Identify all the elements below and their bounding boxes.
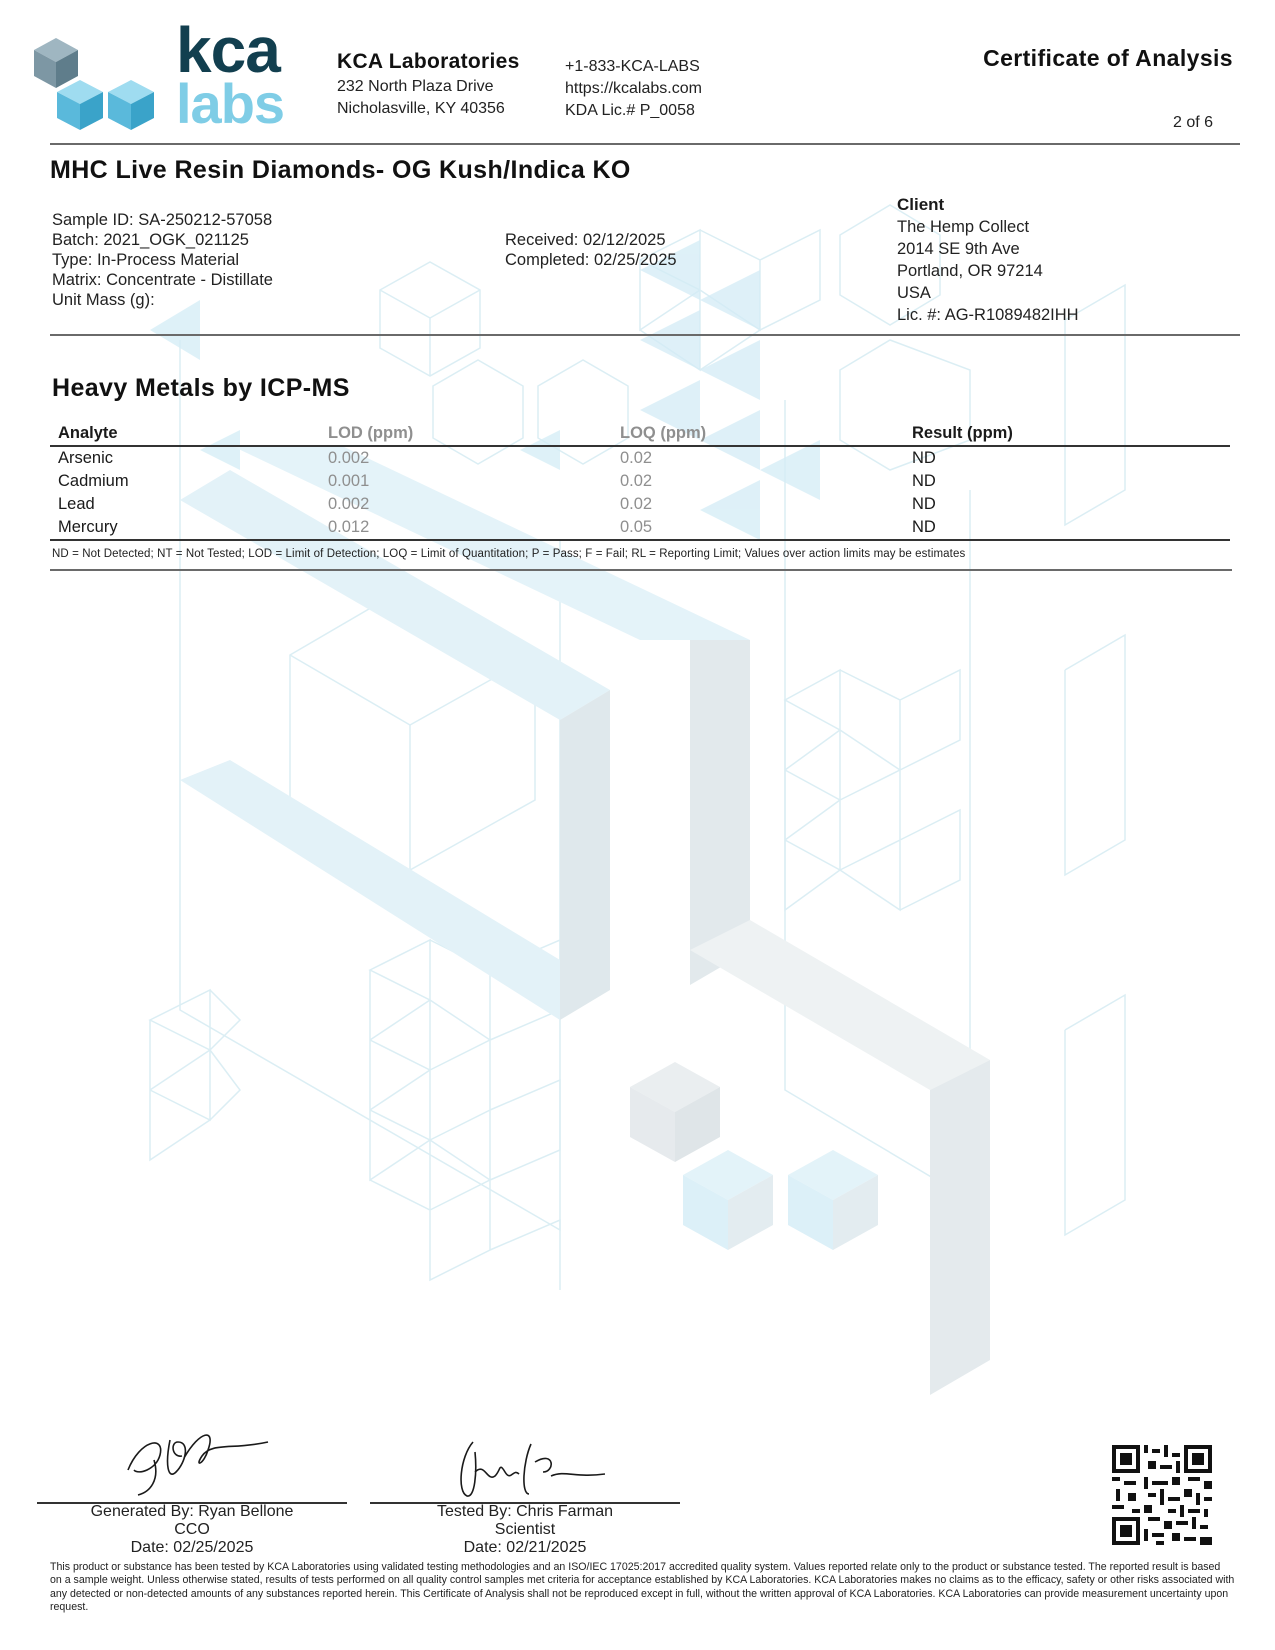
sample-divider: [50, 334, 1240, 336]
client-title: Client: [897, 195, 945, 214]
disclaimer-text: This product or substance has been tested by KCA Laboratories using validated testing methodologies and an ISO/IEC 17025:2017 accredited quality system. Values reported relate only to the product or substance tested. The reported result is based on a sample weight. Unless otherwise stated, results of tests performed on all quality control samples met criteria for acceptance established by KCA Laboratories. KCA Laboratories makes no claims as to the efficacy, safety or other risks associated with any detected or non-detected amounts of any substances reported herein. This Certificate of Analysis shall not be reproduced except in full, without the written approval of KCA Laboratories. KCA Laboratories can provide measurement uncertainty upon request.: [50, 1561, 1235, 1613]
tested-by-title: Scientist: [494, 1521, 556, 1538]
client-street: 2014 SE 9th Ave: [897, 240, 1020, 258]
generated-by-name: Generated By: Ryan Bellone: [90, 1503, 294, 1520]
client-block: [897, 194, 1079, 326]
column-header-lod: LOD (ppm): [320, 422, 612, 446]
result-cell: ND: [912, 472, 936, 490]
header-divider: [50, 143, 1240, 145]
completed-date: Completed: 02/25/2025: [505, 251, 677, 269]
document-title: Certificate of Analysis: [983, 45, 1233, 71]
analyte-cell: Mercury: [50, 516, 320, 540]
loq-cell: 0.05: [612, 516, 904, 540]
table-row: [50, 516, 1230, 540]
tested-by-block: [370, 1503, 680, 1557]
logo-text-bottom: labs: [176, 72, 285, 135]
lab-name: KCA Laboratories: [337, 50, 520, 73]
signature-ryan-bellone: [120, 1420, 270, 1500]
client-country: USA: [897, 284, 931, 302]
generated-by-title: CCO: [174, 1521, 210, 1538]
generated-by-block: [37, 1503, 347, 1557]
client-name: The Hemp Collect: [897, 218, 1030, 236]
analyte-cell: Cadmium: [58, 472, 129, 490]
signature-chris-farman: [455, 1432, 605, 1502]
result-cell: ND: [904, 516, 1230, 540]
generated-by-date: Date: 02/25/2025: [130, 1539, 254, 1556]
section-divider: [50, 569, 1232, 571]
tested-by-name: Tested By: Chris Farman: [436, 1503, 614, 1520]
sample-id: Sample ID: SA-250212-57058: [52, 211, 273, 229]
column-header-loq: LOQ (ppm): [612, 422, 904, 446]
column-header-analyte: Analyte: [50, 422, 320, 446]
page-number: 2 of 6: [1172, 114, 1213, 131]
table-header-row: [50, 422, 1230, 446]
loq-cell: 0.02: [620, 495, 653, 513]
result-cell: ND: [912, 495, 936, 513]
qr-code-icon[interactable]: [1112, 1445, 1212, 1545]
analyte-cell: Arsenic: [58, 449, 114, 467]
kca-labs-logo: [30, 14, 310, 140]
loq-cell: 0.02: [620, 449, 653, 467]
table-row: [50, 493, 1230, 516]
sample-info-block: [52, 210, 273, 310]
column-header-result: Result (ppm): [904, 422, 1230, 446]
table-row: [50, 470, 1230, 493]
batch: Batch: 2021_OGK_021125: [52, 231, 249, 249]
sample-type: Type: In-Process Material: [52, 251, 240, 269]
lod-cell: 0.002: [328, 495, 370, 513]
section-title: Heavy Metals by ICP-MS: [52, 374, 350, 402]
lab-phone: +1-833-KCA-LABS: [565, 58, 700, 75]
unit-mass: Unit Mass (g):: [52, 291, 155, 309]
lab-contact-block: [565, 56, 702, 122]
analyte-cell: Lead: [58, 495, 95, 513]
lab-license: KDA Lic.# P_0058: [565, 102, 695, 119]
client-city: Portland, OR 97214: [897, 262, 1043, 280]
lab-website[interactable]: https://kcalabs.com: [565, 80, 702, 97]
logo-text-top: kca: [176, 14, 280, 86]
table-legend: ND = Not Detected; NT = Not Tested; LOD = Limit of Detection; LOQ = Limit of Quantitation; P = Pass; F = Fail; RL = Reporting Limit; Values over action limits may be estimates: [52, 548, 966, 560]
product-name: MHC Live Resin Diamonds- OG Kush/Indica KO: [50, 156, 631, 184]
lab-address-line2: Nicholasville, KY 40356: [337, 100, 505, 117]
received-date: Received: 02/12/2025: [505, 231, 666, 249]
lod-cell: 0.002: [328, 449, 370, 467]
lab-address-line1: 232 North Plaza Drive: [337, 78, 494, 95]
lab-address-block: [337, 50, 520, 120]
table-row: [50, 446, 1230, 470]
lod-cell: 0.001: [328, 472, 370, 490]
tested-by-date: Date: 02/21/2025: [463, 1539, 587, 1556]
result-cell: ND: [912, 449, 936, 467]
loq-cell: 0.02: [620, 472, 653, 490]
heavy-metals-table: [50, 422, 1230, 541]
lod-cell: 0.012: [320, 516, 612, 540]
dates-block: [505, 230, 677, 270]
matrix: Matrix: Concentrate - Distillate: [52, 271, 273, 289]
client-license: Lic. #: AG-R1089482IHH: [897, 306, 1079, 324]
